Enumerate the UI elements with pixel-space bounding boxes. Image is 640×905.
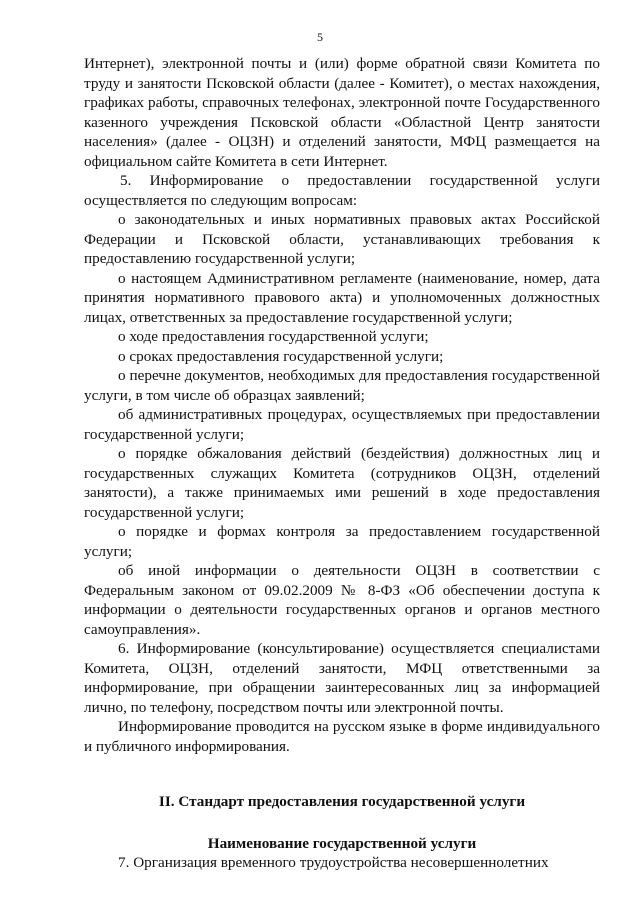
paragraph-item-7: 7. Организация временного трудоустройства несовершеннолетних <box>118 854 549 871</box>
section-heading: II. Стандарт предоставления государственной услуги <box>158 793 526 810</box>
document-body <box>84 54 600 873</box>
list-item-appeal: о порядке обжалования действий (бездействия) должностных лиц и государственных служащих Комитета (сотрудников ОЦЗН, отделений занятости), а также принимаемых ими решений в ходе предоставления государственной услуги; <box>84 445 600 521</box>
subsection-heading: Наименование государственной услуги <box>207 834 477 852</box>
paragraph-contact-info: Интернет), электронной почты и (или) форме обратной связи Комитета по труду и занятости Псковской области (далее - Комитет), о местах нахождения, графиках работы, справочных телефонах, электронной почте Государственного казенного учреждения Псковской области «Областной Центр занятости населения» (далее - ОЦЗН) и отделений занятости, МФЦ размещается на официальном сайте Комитета в сети Интернет. <box>84 55 600 170</box>
page-number: 5 <box>317 30 323 44</box>
paragraph-language: Информирование проводится на русском языке в форме индивидуального и публичного информирования. <box>84 718 600 755</box>
list-item-documents: о перечне документов, необходимых для предоставления государственной услуги, в том числе об образцах заявлений; <box>84 367 600 404</box>
list-item-other-info: об иной информации о деятельности ОЦЗН в соответствии с Федеральным законом от 09.02.2009 № 8-ФЗ «Об обеспечении доступа к информации о деятельности государственных органов и органов местного самоуправления». <box>84 562 600 638</box>
list-item-procedures: об административных процедурах, осуществляемых при предоставлении государственной услуги; <box>84 406 600 443</box>
paragraph-item-6: 6. Информирование (консультирование) осуществляется специалистами Комитета, ОЦЗН, отделений занятости, МФЦ ответственными за информирование, при обращении заинтересованных лиц за информацией лично, по телефону, посредством почты или электронной почты. <box>84 640 600 716</box>
list-item-regulation: о настоящем Административном регламенте (наименование, номер, дата принятия нормативного правового акта) и уполномоченных должностных лицах, ответственных за предоставление государственной услуги; <box>84 269 600 326</box>
list-item-progress: о ходе предоставления государственной услуги; <box>118 328 429 345</box>
list-item-legislation: о законодательных и иных нормативных правовых актах Российской Федерации и Псковской области, устанавливающих требования к предоставлению государственной услуги; <box>84 211 600 267</box>
list-item-control: о порядке и формах контроля за предоставлением государственной услуги; <box>84 523 600 560</box>
list-item-terms: о сроках предоставления государственной услуги; <box>118 347 444 365</box>
paragraph-item-5: 5. Информирование о предоставлении государственной услуги осуществляется по следующим вопросам: <box>84 172 600 209</box>
